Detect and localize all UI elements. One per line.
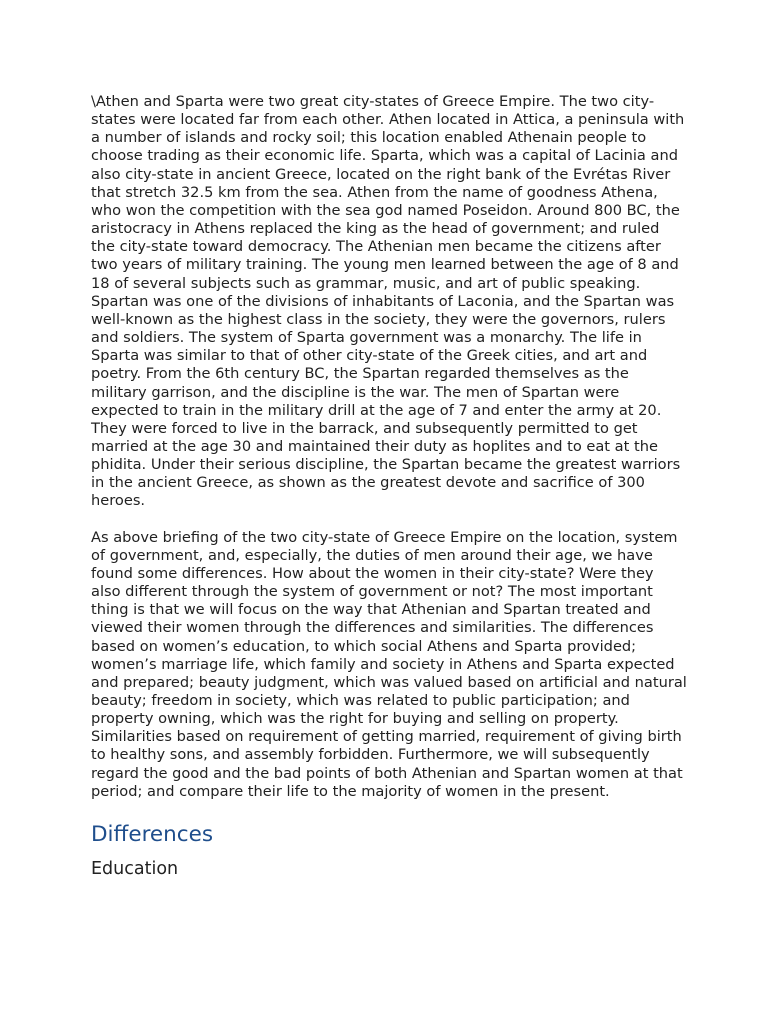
section-heading-differences: Differences (91, 821, 214, 847)
intro-paragraph: \Athen and Sparta were two great city-states of Greece Empire. The two city-states were located far from each other. Athen located in Attica, a peninsula with a number of islands and rocky soil; this location enabled Athenain people to choose trading as their economic life. Sparta, which was a capital of Lacinia and also city-state in ancient Greece, located on the right bank of the Evrétas River that stretch 32.5 km from the sea. Athen from the name of goodness Athena, who won the competition with the sea god named Poseidon. Around 800 BC, the aristocracy in Athens replaced the king as the head of government; and ruled the city-state toward democracy. The Athenian men became the citizens after two years of military training. The young men learned between the age of 8 and 18 of several subjects such as grammar, music, and art of public speaking. Spartan was one of the divisions of inhabitants of Laconia, and the Spartan was well-known as the highest class in the society, they were the governors, rulers and soldiers. The system of Sparta government was a monarchy. The life in Sparta was similar to that of other city-state of the Greek cities, and art and poetry. From the 6th century BC, the Spartan regarded themselves as the military garrison, and the discipline is the war. The men of Spartan were expected to train in the military drill at the age of 7 and enter the army at 20. They were forced to live in the barrack, and subsequently permitted to get married at the age 30 and maintained their duty as hoplites and to eat at the phidita. Under their serious discipline, the Spartan became the greatest warriors in the ancient Greece, as shown as the greatest devote and sacrifice of 300 heroes. (91, 93, 685, 510)
subsection-heading-education: Education (91, 858, 179, 879)
document-page (91, 93, 687, 881)
overview-paragraph: As above briefing of the two city-state of Greece Empire on the location, system of government, and, especially, the duties of men around their age, we have found some differences. How about the women in their city-state? Were they also different through the system of government or not? The most important thing is that we will focus on the way that Athenian and Spartan treated and viewed their women through the differences and similarities. The differences based on women’s education, to which social Athens and Sparta provided; women’s marriage life, which family and society in Athens and Sparta expected and prepared; beauty judgment, which was valued based on artificial and natural beauty; freedom in society, which was related to public participation; and property owning, which was the right for buying and selling on property. Similarities based on requirement of getting married, requirement of giving birth to healthy sons, and assembly forbidden. Furthermore, we will subsequently regard the good and the bad points of both Athenian and Spartan women at that period; and compare their life to the majority of women in the present. (91, 528, 687, 800)
